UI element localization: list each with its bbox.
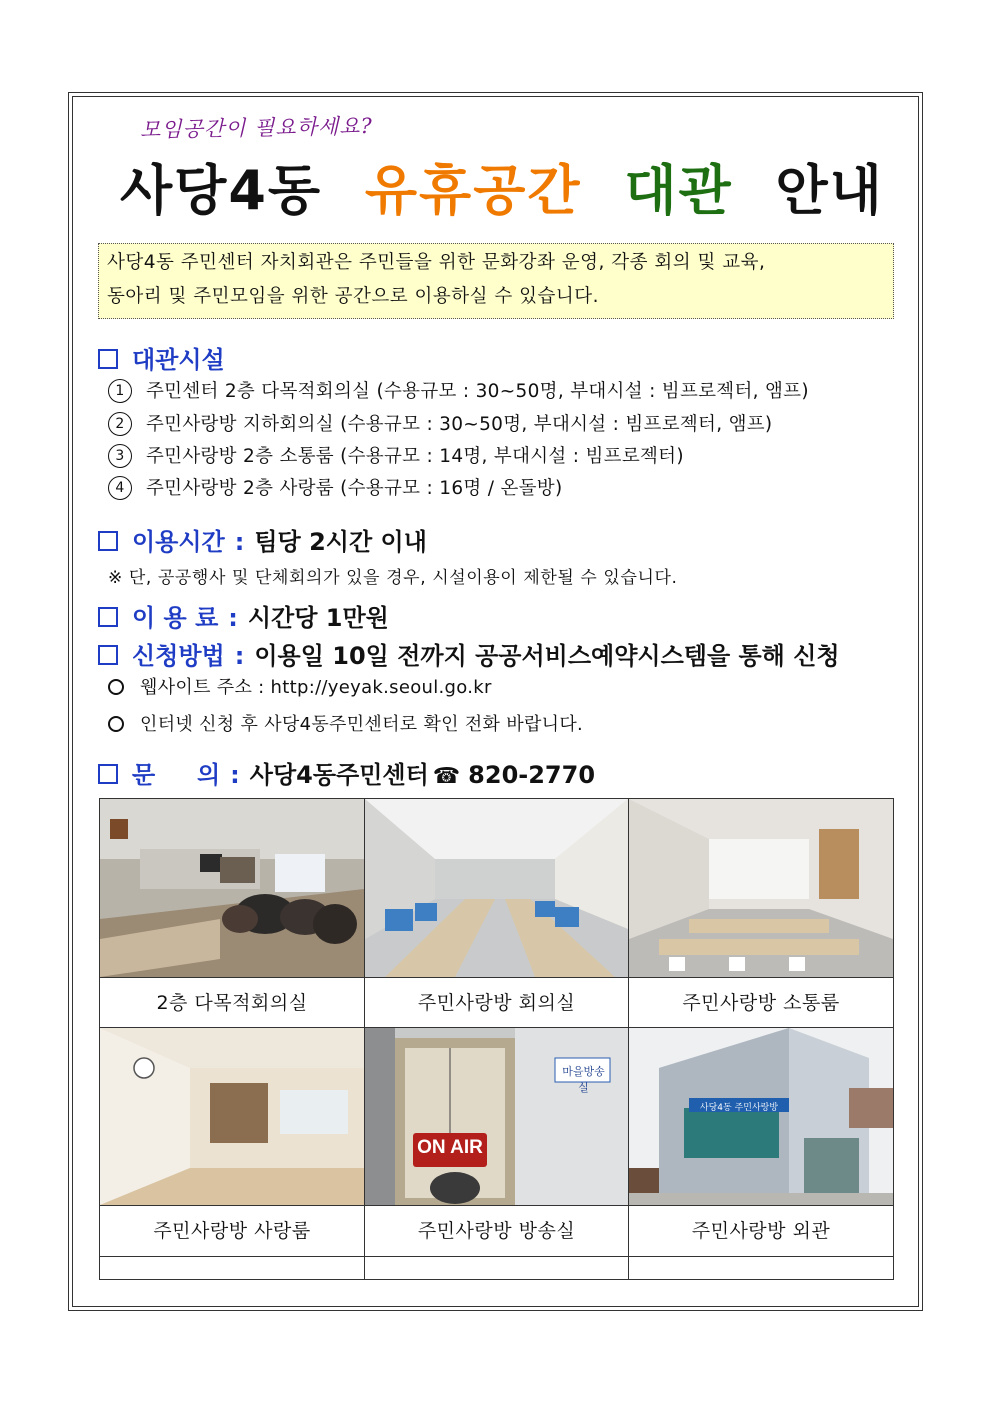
circle-bullet-icon xyxy=(108,716,124,732)
building-sign: 사당4동 주민사랑방 xyxy=(699,1103,779,1113)
checkbox-square-icon xyxy=(98,645,118,665)
confirm-text: 인터넷 신청 후 사당4동주민센터로 확인 전화 바랍니다. xyxy=(140,714,584,735)
photo-caption: 2층 다목적회의실 xyxy=(100,977,364,1029)
apply-value: 이용일 10일 전까지 공공서비스예약시스템을 통해 신청 xyxy=(254,642,840,670)
separator: : xyxy=(230,761,240,789)
website-text: 웹사이트 주소 : http://yeyak.seoul.go.kr xyxy=(140,677,492,698)
facility-text: 주민센터 2층 다목적회의실 (수용규모 : 30~50명, 부대시설 : 빔프로젝터, 앰프) xyxy=(146,381,809,402)
contact-office: 사당4동주민센터 xyxy=(249,761,429,789)
fee-value: 시간당 1만원 xyxy=(247,604,389,632)
apply-label: 신청방법 xyxy=(132,642,225,670)
facility-item xyxy=(108,377,809,403)
circle-bullet-icon xyxy=(108,679,124,695)
photo-exterior xyxy=(629,1028,893,1205)
title-part-4: 안내 xyxy=(775,159,884,222)
facility-text: 주민사랑방 지하회의실 (수용규모 : 30~50명, 부대시설 : 빔프로젝터, 앰프) xyxy=(146,414,773,435)
circled-number: 1 xyxy=(108,379,132,403)
hours-heading xyxy=(98,522,427,557)
hours-value: 팀당 2시간 이내 xyxy=(254,528,427,556)
checkbox-square-icon xyxy=(98,607,118,627)
title-part-1: 사당4동 xyxy=(120,159,323,222)
intro-line-2: 동아리 및 주민모임을 위한 공간으로 이용하실 수 있습니다. xyxy=(107,286,599,307)
facilities-heading xyxy=(98,340,225,375)
broadcast-sign: 마을방송실 xyxy=(562,1065,605,1094)
tagline: 모임공간이 필요하세요? xyxy=(139,113,374,143)
photo-caption: 주민사랑방 외관 xyxy=(629,1205,893,1257)
photo-caption: 주민사랑방 사랑룸 xyxy=(100,1205,364,1257)
separator: : xyxy=(228,604,238,632)
contact-phone: 820-2770 xyxy=(468,761,596,789)
photo-caption: 주민사랑방 회의실 xyxy=(365,977,628,1029)
photo-caption: 주민사랑방 소통룸 xyxy=(629,977,893,1029)
apply-bullet xyxy=(108,673,492,699)
facility-text: 주민사랑방 2층 사랑룸 (수용규모 : 16명 / 온돌방) xyxy=(146,478,563,499)
title-part-2: 유휴공간 xyxy=(364,159,582,222)
photo-meeting-room xyxy=(365,799,628,977)
photo-broadcast-room xyxy=(365,1028,628,1205)
fee-label: 이 용 료 xyxy=(132,604,219,632)
fee-heading xyxy=(98,598,389,633)
contact-label: 문 의 xyxy=(132,761,221,789)
photo-multipurpose-room xyxy=(100,799,364,977)
photo-grid xyxy=(99,798,894,1280)
facility-text: 주민사랑방 2층 소통룸 (수용규모 : 14명, 부대시설 : 빔프로젝터) xyxy=(146,446,684,467)
checkbox-square-icon xyxy=(98,531,118,551)
hours-note: ※ 단, 공공행사 및 단체회의가 있을 경우, 시설이용이 제한될 수 있습니다. xyxy=(108,568,678,588)
facility-item xyxy=(108,410,772,436)
apply-bullet xyxy=(108,710,583,736)
separator: : xyxy=(234,642,245,670)
intro-line-1: 사당4동 주민센터 자치회관은 주민들을 위한 문화강좌 운영, 각종 회의 및 교육, xyxy=(107,252,766,273)
photo-caption: 주민사랑방 방송실 xyxy=(365,1205,628,1257)
contact-heading xyxy=(98,755,595,790)
checkbox-square-icon xyxy=(98,349,118,369)
checkbox-square-icon xyxy=(98,764,118,784)
photo-communication-room xyxy=(629,799,893,977)
facility-item xyxy=(108,442,684,468)
intro-box xyxy=(98,243,894,319)
telephone-icon: ☎ xyxy=(432,764,461,789)
circled-number: 3 xyxy=(108,444,132,468)
facility-item xyxy=(108,474,562,500)
photo-love-room xyxy=(100,1028,364,1205)
hours-label: 이용시간 xyxy=(132,528,225,556)
on-air-sign: ON AIR xyxy=(417,1137,483,1158)
separator: : xyxy=(234,528,245,556)
apply-heading xyxy=(98,636,840,671)
circled-number: 4 xyxy=(108,476,132,500)
title-part-3: 대관 xyxy=(624,159,733,222)
page-title xyxy=(120,148,900,225)
facilities-label: 대관시설 xyxy=(132,346,225,374)
circled-number: 2 xyxy=(108,412,132,436)
